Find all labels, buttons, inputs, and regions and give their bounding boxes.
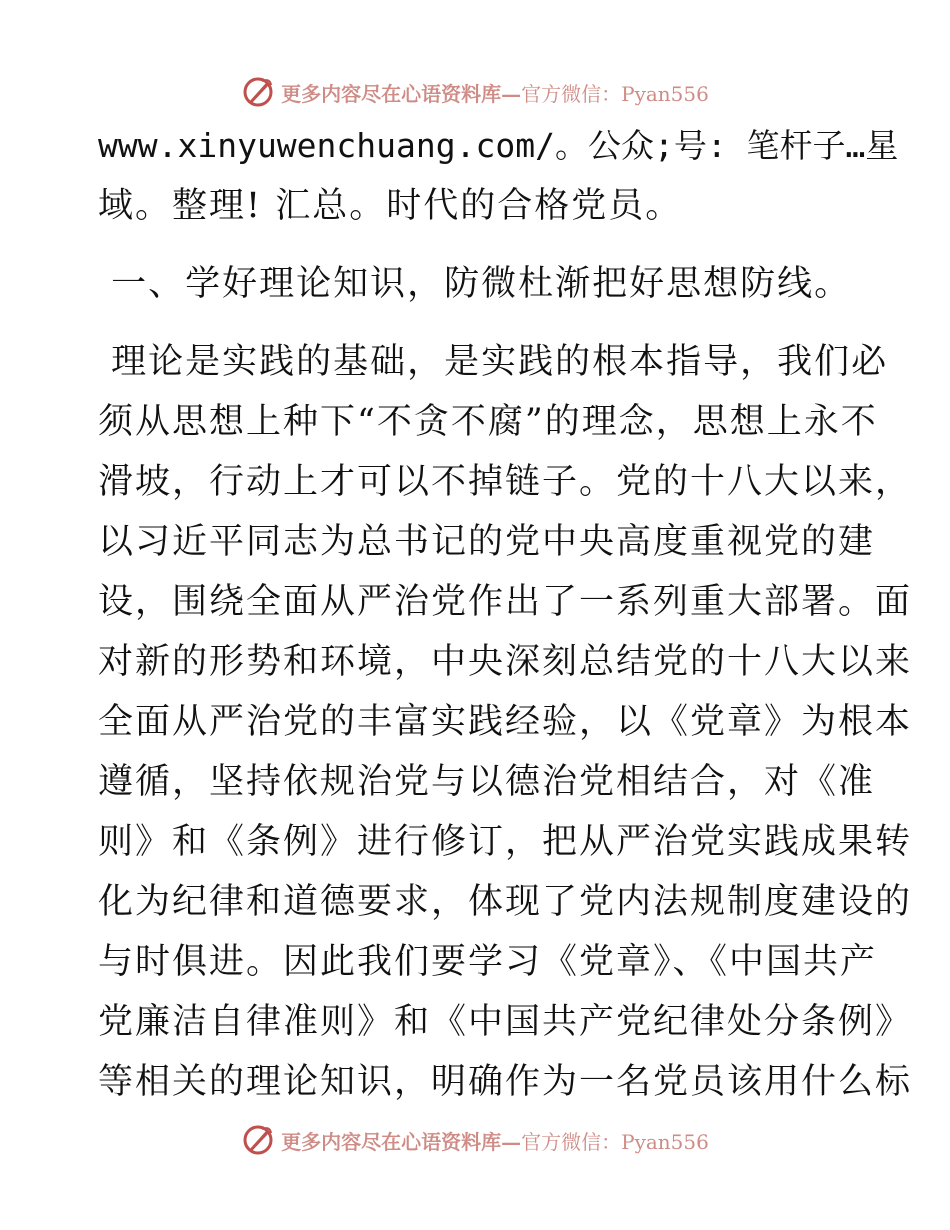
paragraph-line: 遵循，坚持依规治党与以德治党相结合，对《准: [98, 762, 876, 802]
paragraph-line: 党廉洁自律准则》和《中国共产党纪律处分条例》: [98, 1002, 913, 1042]
paragraph-line: 以习近平同志为总书记的党中央高度重视党的建: [98, 522, 876, 562]
paragraph-line: 设，围绕全面从严治党作出了一系列重大部署。面: [98, 582, 913, 622]
paragraph-line: 等相关的理论知识，明确作为一名党员该用什么标: [98, 1062, 913, 1102]
quill-circle-logo-icon: [241, 1123, 275, 1157]
paragraph-line: 则》和《条例》进行修订，把从严治党实践成果转: [98, 822, 913, 862]
paragraph-line: 全面从严治党的丰富实践经验，以《党章》为根本: [98, 702, 913, 742]
paragraph-line: 对新的形势和环境，中央深刻总结党的十八大以来: [98, 642, 913, 682]
section-heading: 一、学好理论知识，防微杜渐把好思想防线。: [98, 264, 852, 304]
paragraph-line: 理论是实践的基础，是实践的根本指导，我们必: [98, 342, 889, 382]
header-watermark: [0, 70, 950, 114]
paragraph-line: 化为纪律和道德要求，体现了党内法规制度建设的: [98, 882, 913, 922]
paragraph-line: 与时俱进。因此我们要学习《党章》、《中国共产: [98, 942, 878, 982]
text-line-2: 域。整理! 汇总。时代的合格党员。: [98, 186, 683, 226]
quill-circle-logo-icon: [241, 75, 275, 109]
document-body: [98, 116, 913, 1112]
watermark-text: 更多内容尽在心语资料库—官方微信：Pyan556: [281, 81, 709, 106]
paragraph-line: 须从思想上种下“不贪不腐”的理念，思想上永不: [98, 402, 878, 442]
paragraph-line: 滑坡，行动上才可以不掉链子。党的十八大以来，: [98, 462, 913, 502]
text-line-1: www.xinyuwenchuang.com/。公众;号: 笔杆子…星: [98, 126, 899, 165]
watermark-text: 更多内容尽在心语资料库—官方微信：Pyan556: [281, 1129, 709, 1154]
footer-watermark: [0, 1118, 950, 1162]
